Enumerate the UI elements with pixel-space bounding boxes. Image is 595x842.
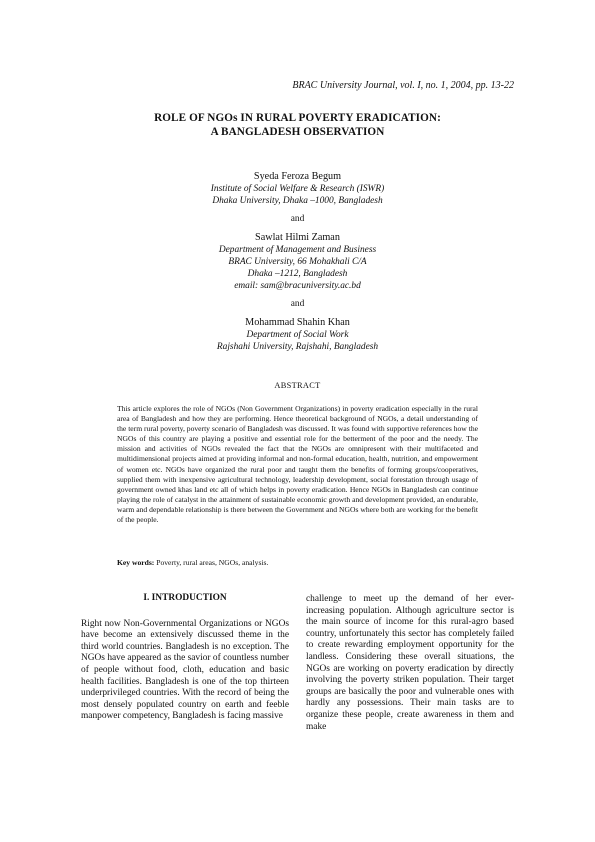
author-affiliation-line: Dhaka University, Dhaka –1000, Bangladesh <box>212 196 383 206</box>
author-list <box>150 170 445 353</box>
author-name: Syeda Feroza Begum <box>253 171 342 182</box>
author-affiliation-line: Department of Social Work <box>246 330 349 340</box>
author-affiliation-line: Rajshahi University, Rajshahi, Bangladesh <box>216 342 379 352</box>
title-line-2: A BANGLADESH OBSERVATION <box>210 126 385 138</box>
intro-paragraph-right: challenge to meet up the demand of her ever-increasing population. Although agriculture sector is the main source of income for this rural-agro based country, unfortunately this sector has completely failed to create rewarding employment opportunity for the landless. Considering these overall situations, the NGOs are working on poverty eradication by directly involving the poverty striken population. Their target groups are basically the poor and vulnerable ones with hardly any possessions. Their main tasks are to organize these people, create awareness in them and make <box>306 594 514 732</box>
author-separator: and <box>290 299 305 309</box>
journal-reference: BRAC University Journal, vol. I, no. 1, 2004, pp. 13-22 <box>292 80 514 91</box>
author-name: Sawlat Hilmi Zaman <box>255 232 340 243</box>
paper-title <box>100 111 495 139</box>
abstract-heading: ABSTRACT <box>274 381 321 390</box>
keywords <box>117 558 478 568</box>
keywords-label: Key words: <box>117 558 155 567</box>
author-affiliation-line: Department of Management and Business <box>218 245 377 255</box>
author-block-2 <box>150 231 445 292</box>
title-line-1: ROLE OF NGOs IN RURAL POVERTY ERADICATION: <box>154 112 441 124</box>
author-affiliation-line: BRAC University, 66 Mohakhali C/A <box>228 257 367 267</box>
author-block-1 <box>150 170 445 207</box>
right-column <box>306 594 514 733</box>
section-heading-introduction: I. INTRODUCTION <box>143 593 227 603</box>
author-name: Mohammad Shahin Khan <box>245 317 350 328</box>
author-separator: and <box>290 214 305 224</box>
author-affiliation-line: Dhaka –1212, Bangladesh <box>247 269 348 279</box>
author-email[interactable]: email: sam@bracuniversity.ac.bd <box>234 281 361 291</box>
keywords-text: Poverty, rural areas, NGOs, analysis. <box>154 558 269 567</box>
intro-paragraph-left: Right now Non-Governmental Organizations or NGOs have become an extensively discussed theme in the third world countries. Bangladesh is no exception. The NGOs have appeared as the savior of countless number of people without food, cloth, education and basic health facilities. Bangladesh is one of the top thirteen underprivileged countries. With the record of being the most densely populated country on earth and feeble manpower competency, Bangladesh is facing massive <box>81 618 289 722</box>
author-block-3 <box>150 316 445 353</box>
abstract-text: This article explores the role of NGOs (Non Government Organizations) in poverty eradication especially in the rural area of Bangladesh and how they are performing. Hence theoretical background of NGOs, a detail understanding of the term rural poverty, poverty scenario of Bangladesh was discussed. It was found with supportive references how the NGOs of this country are playing a positive and essential role for the betterment of the poor and the needy. The mission and activities of NGOs revealed the fact that the NGOs are omnipresent with their multifaceted and multidimensional projects aimed at providing informal and non-formal education, health, nutrition, and empowerment of women etc. NGOs have organized the rural poor and taught them the benefits of forming groups/cooperatives, supplied them with inexpensive agricultural technology, leadership development, social forestation through usage of government owned khas land etc all of which helps in poverty eradication. Hence NGOs in Bangladesh can continue playing the role of catalyst in the attainment of sustainable economic growth and development provided, an endurable, warm and dependable relationship is there between the Government and NGOs where both are working for the benefit of the people. <box>117 404 478 525</box>
left-column <box>81 593 289 723</box>
author-affiliation-line: Institute of Social Welfare & Research (ISWR) <box>210 184 385 194</box>
